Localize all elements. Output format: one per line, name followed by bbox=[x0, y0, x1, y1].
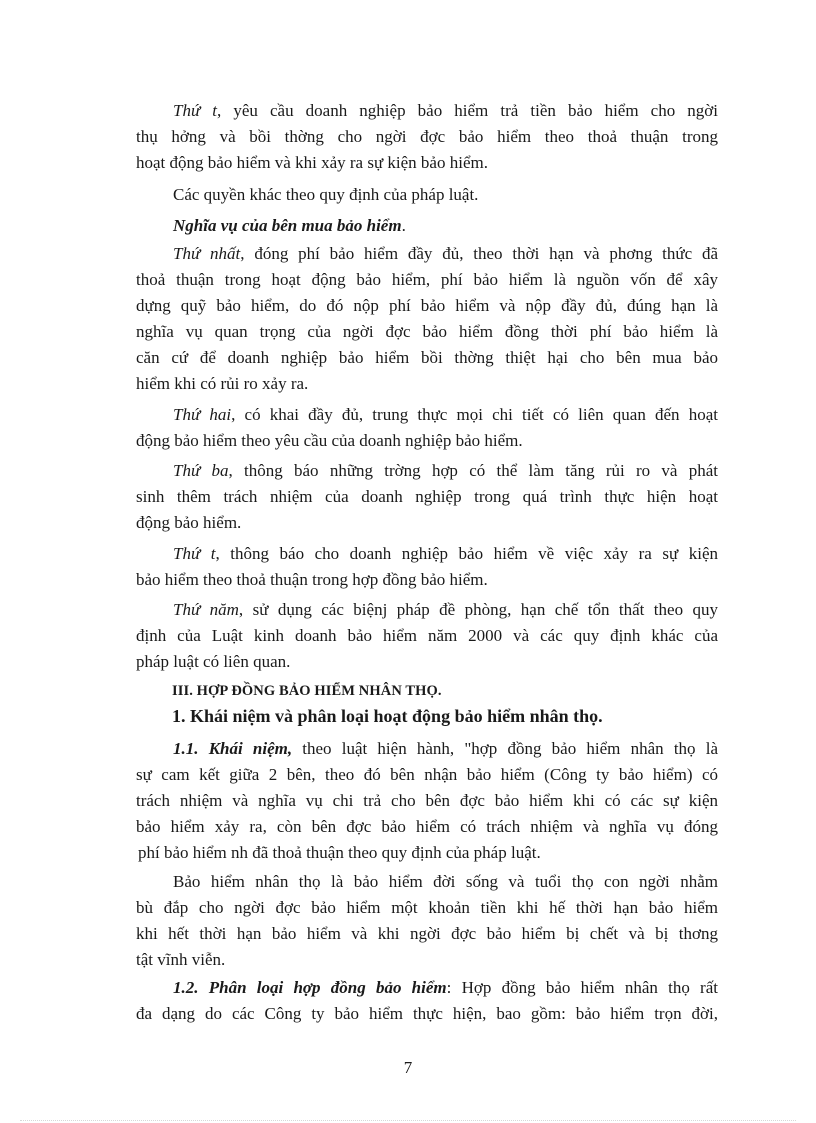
paragraph-khai-niem: 1.1. Khái niệm, theo luật hiện hành, "hợp đồng bảo hiểm nhân thọ là sự cam kết giữa 2 bên, theo đó bên nhận bảo hiểm (Công ty bảo hiểm) có trách nhiệm và nghĩa vụ chi trả cho bên đợc bảo hiểm khi có các sự kiện bảo hiểm xảy ra, còn bên đợc bảo hiểm có trách nhiệm và nghĩa vụ đóng phí bảo hiểm nh đã thoả thuận theo quy định của pháp luật. bbox=[136, 739, 718, 862]
lead-term: 1.2. Phân loại hợp đồng bảo hiểm bbox=[173, 978, 447, 997]
lead-term: 1.1. Khái niệm, bbox=[173, 739, 293, 758]
lead-term: Thứ hai bbox=[173, 405, 232, 424]
page-border-divider bbox=[20, 1120, 796, 1121]
section-heading-1: 1. Khái niệm và phân loại hoạt động bảo hiểm nhân thọ. bbox=[172, 706, 603, 726]
page-number: 7 bbox=[403, 1058, 413, 1077]
paragraph-bao-hiem-nhan-tho: Bảo hiểm nhân thọ là bảo hiểm đời sống và tuổi thọ con ngời nhằm bù đắp cho ngời đợc bảo hiểm một khoản tiền khi hế thời hạn bảo hiểm khi hết thời hạn bảo hiểm và khi ngời đợc bảo hiểm bị chết và bị thơng tật vĩnh viễn. bbox=[136, 872, 718, 969]
paragraph-quyen-khac: Các quyền khác theo quy định của pháp luật. bbox=[173, 185, 479, 204]
section-heading-iii: III. HỢP ĐỒNG BẢO HIỂM NHÂN THỌ. bbox=[172, 683, 442, 699]
paragraph-thu-ba: Thứ ba, thông báo những trờng hợp có thể làm tăng rủi ro và phát sinh thêm trách nhiệm của doanh nghiệp trong quá trình thực hiện hoạt động bảo hiểm. bbox=[136, 461, 718, 532]
lead-term: Thứ t bbox=[173, 101, 218, 120]
paragraph-thu-hai: Thứ hai, có khai đầy đủ, trung thực mọi chi tiết có liên quan đến hoạt động bảo hiểm theo yêu cầu của doanh nghiệp bảo hiểm. bbox=[136, 405, 718, 450]
paragraph-phan-loai: 1.2. Phân loại hợp đồng bảo hiểm: Hợp đồng bảo hiểm nhân thọ rất đa dạng do các Công ty bảo hiểm thực hiện, bao gồm: bảo hiểm trọn đời, bbox=[136, 978, 718, 1023]
paragraph-thu-nam: Thứ năm, sử dụng các biệnj pháp đề phòng, hạn chế tổn thất theo quy định của Luật kinh doanh bảo hiểm năm 2000 và các quy định khác của pháp luật có liên quan. bbox=[136, 600, 718, 671]
lead-term: Thứ ba bbox=[173, 461, 229, 480]
lead-term: Thứ năm bbox=[173, 600, 239, 619]
paragraph-thu-tu-nghia-vu: Thứ t, thông báo cho doanh nghiệp bảo hiểm về việc xảy ra sự kiện bảo hiểm theo thoả thuận trong hợp đồng bảo hiểm. bbox=[136, 544, 719, 589]
lead-term: Thứ nhất bbox=[173, 244, 241, 263]
subheading-nghia-vu: Nghĩa vụ của bên mua bảo hiểm. bbox=[173, 216, 406, 235]
paragraph-thu-tu-quyen: Thứ t, yêu cầu doanh nghiệp bảo hiểm trả tiền bảo hiểm cho ngời thụ hởng và bồi thờng cho ngời đợc bảo hiểm theo thoả thuận trong hoạt động bảo hiểm và khi xảy ra sự kiện bảo hiểm. bbox=[136, 101, 718, 172]
lead-term: Thứ t bbox=[173, 544, 216, 563]
paragraph-thu-nhat: Thứ nhất, đóng phí bảo hiểm đầy đủ, theo thời hạn và phơng thức đã thoả thuận trong hoạt động bảo hiểm, phí bảo hiểm là nguồn vốn để xây dựng quỹ bảo hiểm, do đó nộp phí bảo hiểm và nộp đầy đủ, đúng hạn là nghĩa vụ quan trọng của ngời đợc bảo hiểm đồng thời phí bảo hiểm là căn cứ để doanh nghiệp bảo hiểm bồi thờng thiệt hại cho bên mua bảo hiểm khi có rủi ro xảy ra. bbox=[136, 244, 718, 393]
